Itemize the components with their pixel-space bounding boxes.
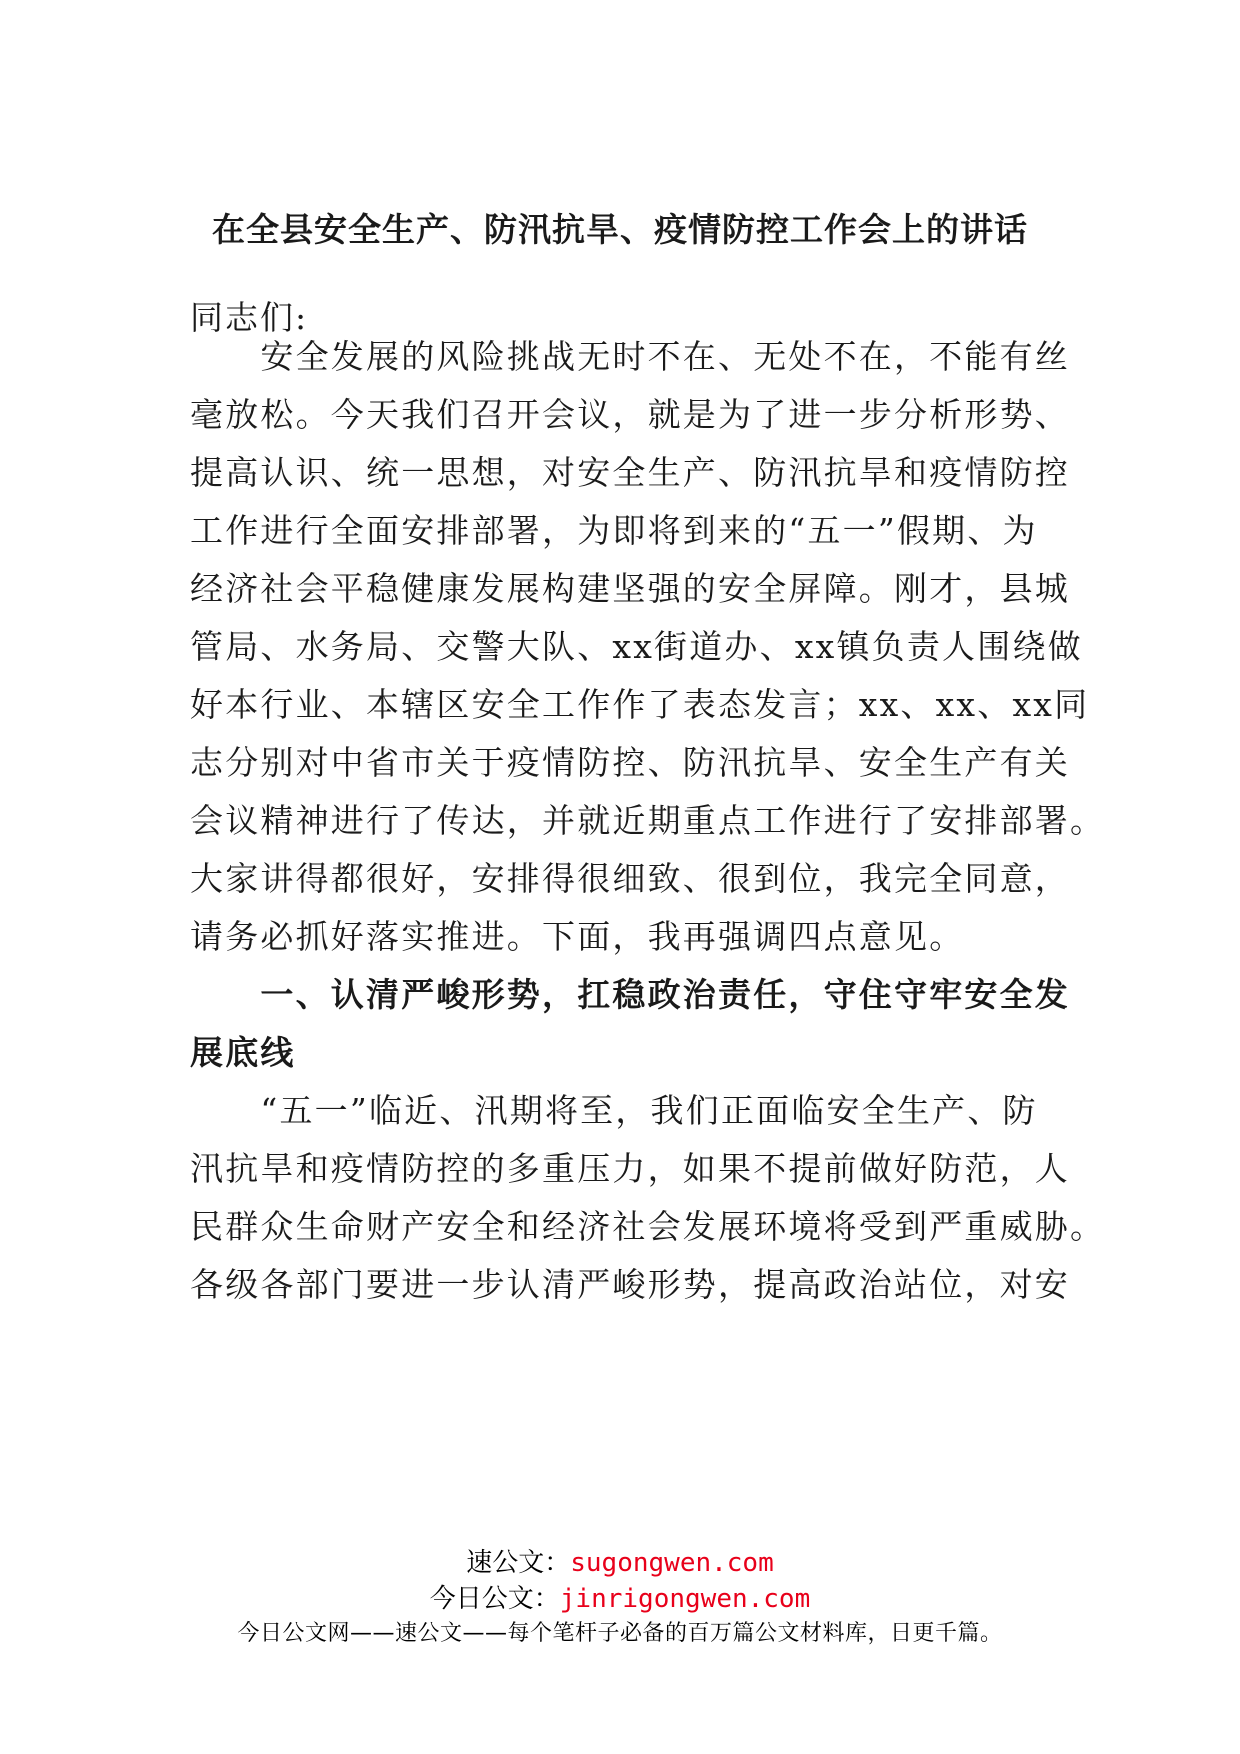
- greeting: 同志们:: [190, 298, 309, 337]
- paragraph-line: 会议精神进行了传达，并就近期重点工作进行了安排部署。: [190, 801, 1106, 840]
- paragraph-line: 好本行业、本辖区安全工作作了表态发言；xx、xx、xx同: [190, 685, 1090, 724]
- footer-link-jinrigongwen[interactable]: jinrigongwen.com: [559, 1584, 811, 1614]
- footer-label: 速公文：: [466, 1548, 571, 1578]
- paragraph-line: 志分别对中省市关于疫情防控、防汛抗旱、安全生产有关: [190, 743, 1070, 782]
- paragraph-line: 安全发展的风险挑战无时不在、无处不在，不能有丝: [190, 337, 1070, 376]
- paragraph-line: 经济社会平稳健康发展构建坚强的安全屏障。刚才，县城: [190, 569, 1070, 608]
- paragraph-line: 汛抗旱和疫情防控的多重压力，如果不提前做好防范，人: [190, 1149, 1070, 1188]
- paragraph-line: “五一”临近、汛期将至，我们正面临安全生产、防: [190, 1091, 1038, 1130]
- paragraph-line: 各级各部门要进一步认清严峻形势，提高政治站位，对安: [190, 1265, 1070, 1304]
- paragraph-line: 管局、水务局、交警大队、xx街道办、xx镇负责人围绕做: [190, 627, 1083, 666]
- paragraph-line: 提高认识、统一思想，对安全生产、防汛抗旱和疫情防控: [190, 453, 1070, 492]
- section-heading: 一、认清严峻形势，扛稳政治责任，守住守牢安全发: [190, 975, 1070, 1014]
- paragraph-line: 民群众生命财产安全和经济社会发展环境将受到严重威胁。: [190, 1207, 1106, 1246]
- paragraph-line: 工作进行全面安排部署，为即将到来的“五一”假期、为: [190, 511, 1038, 550]
- document-title: 在全县安全生产、防汛抗旱、疫情防控工作会上的讲话: [212, 210, 1028, 249]
- footer-label: 今日公文：: [429, 1584, 560, 1614]
- footer-tagline: 今日公文网——速公文——每个笔杆子必备的百万篇公文材料库，日更千篇。: [237, 1621, 1003, 1646]
- paragraph-line: 大家讲得都很好，安排得很细致、很到位，我完全同意，: [190, 859, 1070, 898]
- section-heading: 展底线: [190, 1033, 296, 1072]
- footer-link-sugongwen[interactable]: sugongwen.com: [570, 1548, 774, 1578]
- footer-line-sugongwen: [0, 1542, 1240, 1579]
- paragraph-line: 毫放松。今天我们召开会议，就是为了进一步分析形势、: [190, 395, 1070, 434]
- paragraph-line: 请务必抓好落实推进。下面，我再强调四点意见。: [190, 917, 965, 956]
- footer-line-jinrigongwen: [0, 1578, 1240, 1615]
